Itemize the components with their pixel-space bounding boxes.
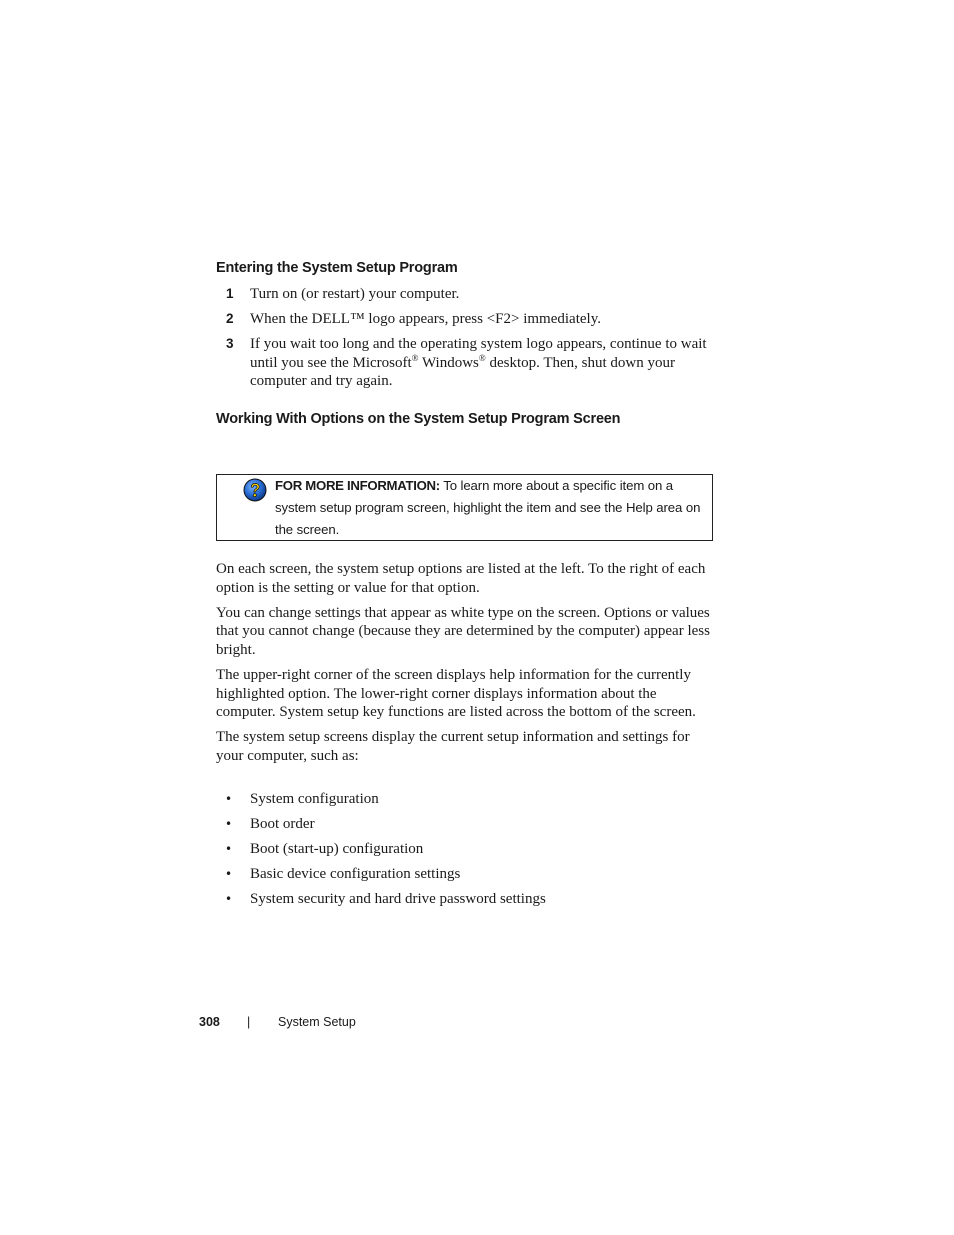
- bullet-icon: •: [225, 842, 233, 856]
- bullet-text: System configuration: [250, 791, 379, 807]
- question-mark-icon: [243, 478, 267, 502]
- list-item: [216, 815, 716, 834]
- note-text-part-a: To learn more about a specific item on a system setup program screen, highlight the item and see the: [275, 478, 674, 515]
- body-paragraphs: [216, 560, 716, 772]
- paragraph: You can change settings that appear as white type on the screen. Options or values that you cannot change (because they are determined by the computer) appear less bright.: [216, 604, 710, 658]
- bullet-text: Basic device configuration settings: [250, 866, 461, 882]
- info-note-box: [216, 474, 713, 541]
- document-page: [216, 0, 716, 1235]
- bullet-text: Boot order: [250, 816, 315, 832]
- step-number: 1: [226, 286, 234, 301]
- list-item-step-3: [216, 335, 716, 391]
- bullet-icon: •: [225, 792, 233, 806]
- list-item: [216, 840, 716, 859]
- bullet-text: System security and hard drive password settings: [250, 891, 546, 907]
- step-text: Turn on (or restart) your computer.: [250, 286, 460, 302]
- setup-steps-list: [216, 285, 716, 397]
- step-text-part-a: If you wait too long and the operating system logo appears, continue to wait until you see the Microsoft: [250, 336, 707, 371]
- note-text: [275, 475, 705, 541]
- note-keyword-help: Help: [625, 500, 653, 515]
- bullet-icon: •: [225, 817, 233, 831]
- list-item-step-1: [216, 285, 716, 304]
- step-number: 2: [226, 311, 234, 326]
- step-text: When the DELL™ logo appears, press <F2> immediately.: [250, 311, 601, 327]
- footer-separator: |: [247, 1015, 251, 1029]
- list-item: [216, 890, 716, 909]
- step-number: 3: [226, 336, 234, 351]
- step-text-part-b: Windows: [418, 354, 479, 371]
- paragraph: The system setup screens display the current setup information and settings for your computer, such as:: [216, 729, 690, 764]
- footer-section-title: System Setup: [278, 1015, 356, 1029]
- note-text-part-b: area on the screen.: [275, 500, 701, 537]
- settings-bullet-list: [216, 790, 716, 915]
- section-heading-entering-setup: Entering the System Setup Program: [216, 260, 458, 276]
- note-label: FOR MORE INFORMATION:: [275, 478, 440, 493]
- paragraph: The upper-right corner of the screen displays help information for the currently highlighted option. The lower-right corner displays information about the computer. System setup key functions are listed across the bottom of the screen.: [216, 666, 696, 721]
- page-number: 308: [199, 1015, 220, 1029]
- registered-mark: ®: [411, 352, 419, 363]
- bullet-icon: •: [225, 867, 233, 881]
- list-item-step-2: [216, 310, 716, 329]
- list-item: [216, 790, 716, 809]
- bullet-icon: •: [225, 892, 233, 906]
- bullet-text: Boot (start-up) configuration: [250, 841, 424, 857]
- section-heading-working-with-options: Working With Options on the System Setup Program Screen: [216, 411, 621, 427]
- list-item: [216, 865, 716, 884]
- step-text-part-c: desktop. Then, shut down your computer and try again.: [250, 354, 675, 390]
- registered-mark: ®: [478, 352, 486, 363]
- paragraph: On each screen, the system setup options are listed at the left. To the right of each option is the setting or value for that option.: [216, 561, 706, 596]
